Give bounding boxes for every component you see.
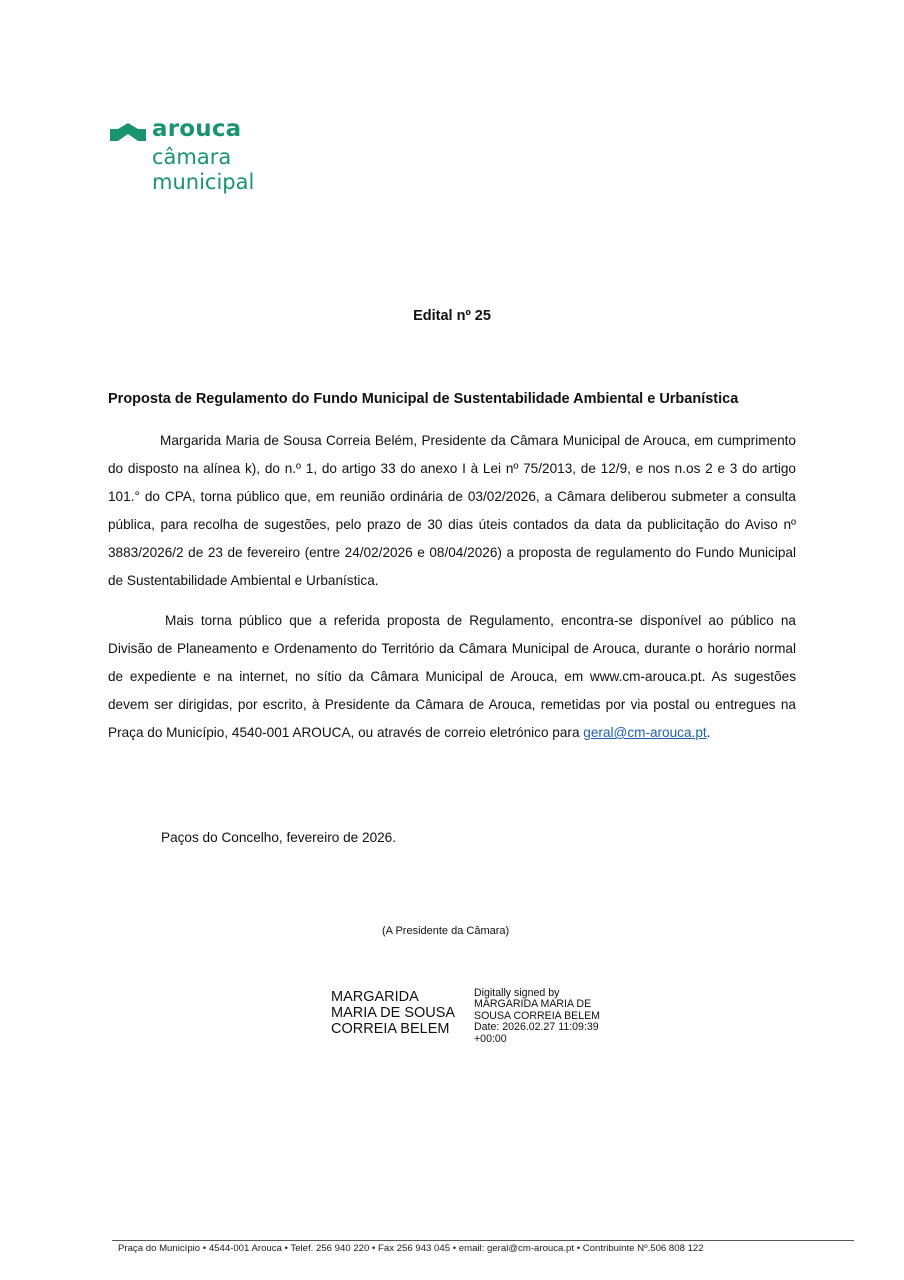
paragraph-2-text: Mais torna público que a referida proposta de Regulamento, encontra-se disponível ao público na Divisão de Planeamento e Ordenamento do Território da Câmara Municipal de Arouca, durante o horário normal de expediente e na internet, no sítio da Câmara Municipal de Arouca, em www.cm-arouca.pt. As sugestões devem ser dirigidas, por escrito, à Presidente da Câmara de Arouca, remetidas por via postal ou entregues na Praça do Município, 4540-001 AROUCA, ou através de correio eletrónico para <box>108 613 796 740</box>
signature-detail-line: Date: 2026.02.27 11:09:39 <box>474 1021 599 1034</box>
signature-detail-line: SOUSA CORREIA BELEM <box>474 1009 600 1022</box>
signature-name-line: MARGARIDA <box>331 989 419 1005</box>
signature-name <box>331 989 455 1037</box>
logo-name: arouca <box>152 116 242 142</box>
paragraph-1 <box>108 427 796 595</box>
signatory-role: (A Presidente da Câmara) <box>382 925 510 937</box>
signature-details <box>474 988 600 1045</box>
paragraph-1-text: Margarida Maria de Sousa Correia Belém, Presidente da Câmara Municipal de Arouca, em cumprimento do disposto na alínea k), do n.º 1, do artigo 33 do anexo I à Lei nº 75/2013, de 12/9, e nos n.os 2 e 3 do artigo 101.° do CPA, torna público que, em reunião ordinária de 03/02/2026, a Câmara deliberou submeter a consulta pública, para recolha de sugestões, pelo prazo de 30 dias úteis contados da data da publicitação do Aviso nº 3883/2026/2 de 23 de fevereiro (entre 24/02/2026 e 08/04/2026) a proposta de regulamento do Fundo Municipal de Sustentabilidade Ambiental e Urbanística. <box>108 433 796 588</box>
email-link[interactable]: geral@cm-arouca.pt <box>583 725 707 740</box>
signature-name-line: MARIA DE SOUSA <box>331 1005 456 1021</box>
signature-detail-line: MARGARIDA MARIA DE <box>474 998 592 1011</box>
logo-line-camara: câmara <box>152 145 232 169</box>
document-heading: Proposta de Regulamento do Fundo Municipal de Sustentabilidade Ambiental e Urbanística <box>108 391 739 407</box>
signature-name-line: CORREIA BELEM <box>331 1021 450 1037</box>
paragraph-2 <box>108 607 796 747</box>
logo-line-municipal: municipal <box>152 170 255 194</box>
arouca-roof-mark-icon <box>110 123 146 143</box>
footer-contact: Praça do Município • 4544-001 Arouca • Telef. 256 940 220 • Fax 256 943 045 • email: geral@cm-arouca.pt • Contribuinte Nº.506 808 122 <box>118 1243 704 1254</box>
signature-detail-line: Digitally signed by <box>474 987 560 999</box>
footer-divider <box>112 1240 854 1241</box>
edital-title: Edital nº 25 <box>413 308 491 324</box>
paragraph-2-end: . <box>706 725 711 740</box>
signature-detail-line: +00:00 <box>474 1032 507 1045</box>
closing-place-date: Paços do Concelho, fevereiro de 2026. <box>161 830 397 845</box>
